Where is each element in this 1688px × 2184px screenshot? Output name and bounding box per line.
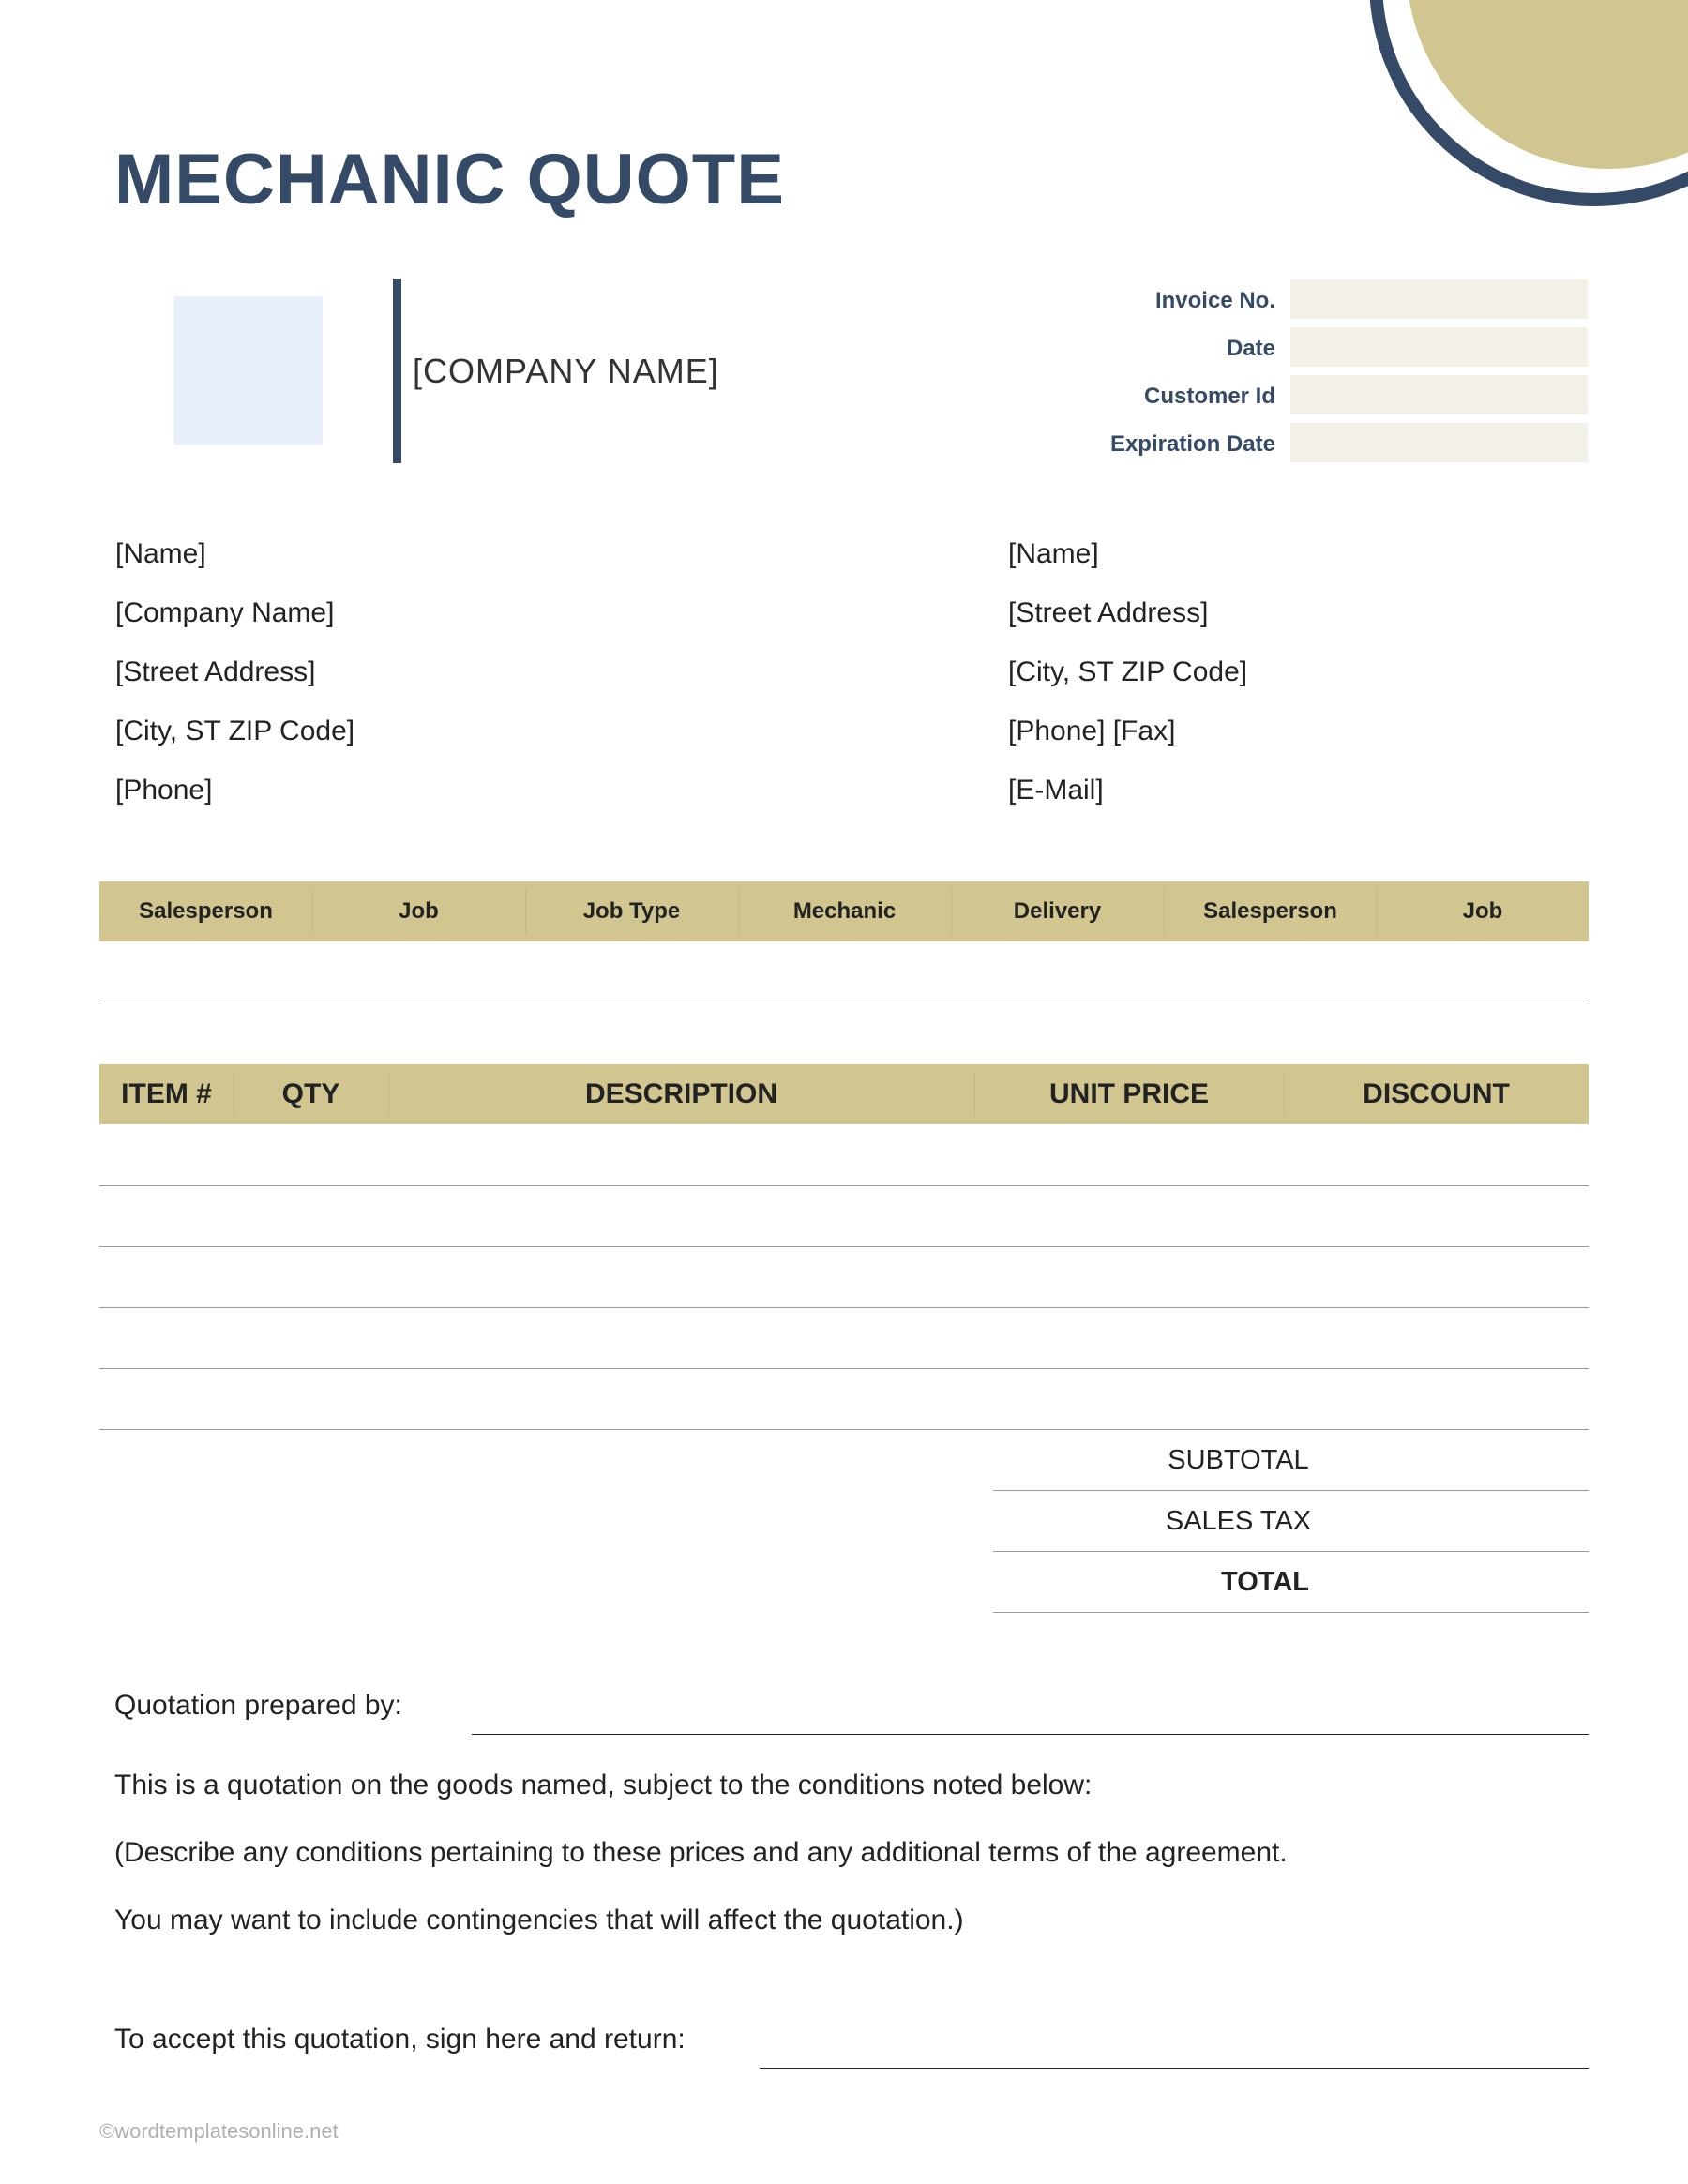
total-line[interactable] xyxy=(993,1612,1589,1613)
to-street[interactable]: [Street Address] xyxy=(1008,597,1209,628)
page-title: MECHANIC QUOTE xyxy=(114,140,785,219)
job-header-cell: Job Type xyxy=(582,898,681,924)
items-header-cell: ITEM # xyxy=(121,1078,212,1109)
from-phone[interactable]: [Phone] xyxy=(115,775,213,806)
job-header-cell: Job xyxy=(399,898,439,924)
job-header-cell: Salesperson xyxy=(139,898,273,924)
table-row[interactable] xyxy=(99,1185,1589,1186)
accept-label: To accept this quotation, sign here and return: xyxy=(114,2024,686,2055)
from-street[interactable]: [Street Address] xyxy=(115,656,316,687)
signature-line[interactable] xyxy=(760,2068,1589,2069)
job-header-cell: Mechanic xyxy=(792,898,897,924)
table-row[interactable] xyxy=(99,1246,1589,1247)
company-name[interactable]: [COMPANY NAME] xyxy=(413,352,719,390)
prepared-by-line[interactable] xyxy=(472,1734,1589,1735)
invoice-no-field[interactable] xyxy=(1290,279,1588,319)
invoice-no-label: Invoice No. xyxy=(1154,288,1275,313)
table-row[interactable] xyxy=(99,1307,1589,1308)
sales-tax-label: SALES TAX xyxy=(1165,1506,1312,1536)
items-header-cell: DISCOUNT xyxy=(1363,1078,1510,1109)
from-company[interactable]: [Company Name] xyxy=(115,597,335,628)
job-header-cell: Job xyxy=(1462,898,1503,924)
subtotal-line[interactable] xyxy=(993,1490,1589,1491)
subtotal-label: SUBTOTAL xyxy=(1168,1445,1309,1475)
items-header-row xyxy=(99,1064,1589,1124)
from-city[interactable]: [City, ST ZIP Code] xyxy=(115,715,355,746)
conditions-line-1: (Describe any conditions pertaining to these prices and any additional terms of the agreement. xyxy=(114,1837,1288,1868)
to-name[interactable]: [Name] xyxy=(1008,538,1099,569)
job-header-cell: Delivery xyxy=(1013,898,1102,924)
from-name[interactable]: [Name] xyxy=(115,538,206,569)
conditions-intro: This is a quotation on the goods named, subject to the conditions noted below: xyxy=(114,1770,1093,1800)
sales-tax-line[interactable] xyxy=(993,1551,1589,1552)
total-label: TOTAL xyxy=(1221,1567,1309,1597)
expiration-date-label: Expiration Date xyxy=(1109,431,1275,457)
date-field[interactable] xyxy=(1290,327,1588,367)
to-phone-fax[interactable]: [Phone] [Fax] xyxy=(1008,715,1176,746)
logo-placeholder[interactable] xyxy=(173,296,323,445)
items-header-cell: DESCRIPTION xyxy=(584,1078,778,1109)
conditions-line-2: You may want to include contingencies that will affect the quotation.) xyxy=(114,1905,964,1935)
job-header-row xyxy=(99,881,1589,941)
divider-bar xyxy=(393,279,401,463)
to-city[interactable]: [City, ST ZIP Code] xyxy=(1008,656,1248,687)
expiration-date-field[interactable] xyxy=(1290,423,1588,462)
customer-id-field[interactable] xyxy=(1290,375,1588,414)
prepared-by-label: Quotation prepared by: xyxy=(114,1690,402,1721)
table-row[interactable] xyxy=(99,1429,1589,1430)
date-label: Date xyxy=(1226,336,1275,361)
items-header-cell: UNIT PRICE xyxy=(1048,1078,1209,1109)
table-row[interactable] xyxy=(99,1368,1589,1369)
watermark: ©wordtemplatesonline.net xyxy=(99,2119,339,2143)
customer-id-label: Customer Id xyxy=(1143,384,1275,409)
items-header-cell: QTY xyxy=(281,1078,340,1109)
job-header-cell: Salesperson xyxy=(1203,898,1337,924)
to-email[interactable]: [E-Mail] xyxy=(1008,775,1104,806)
